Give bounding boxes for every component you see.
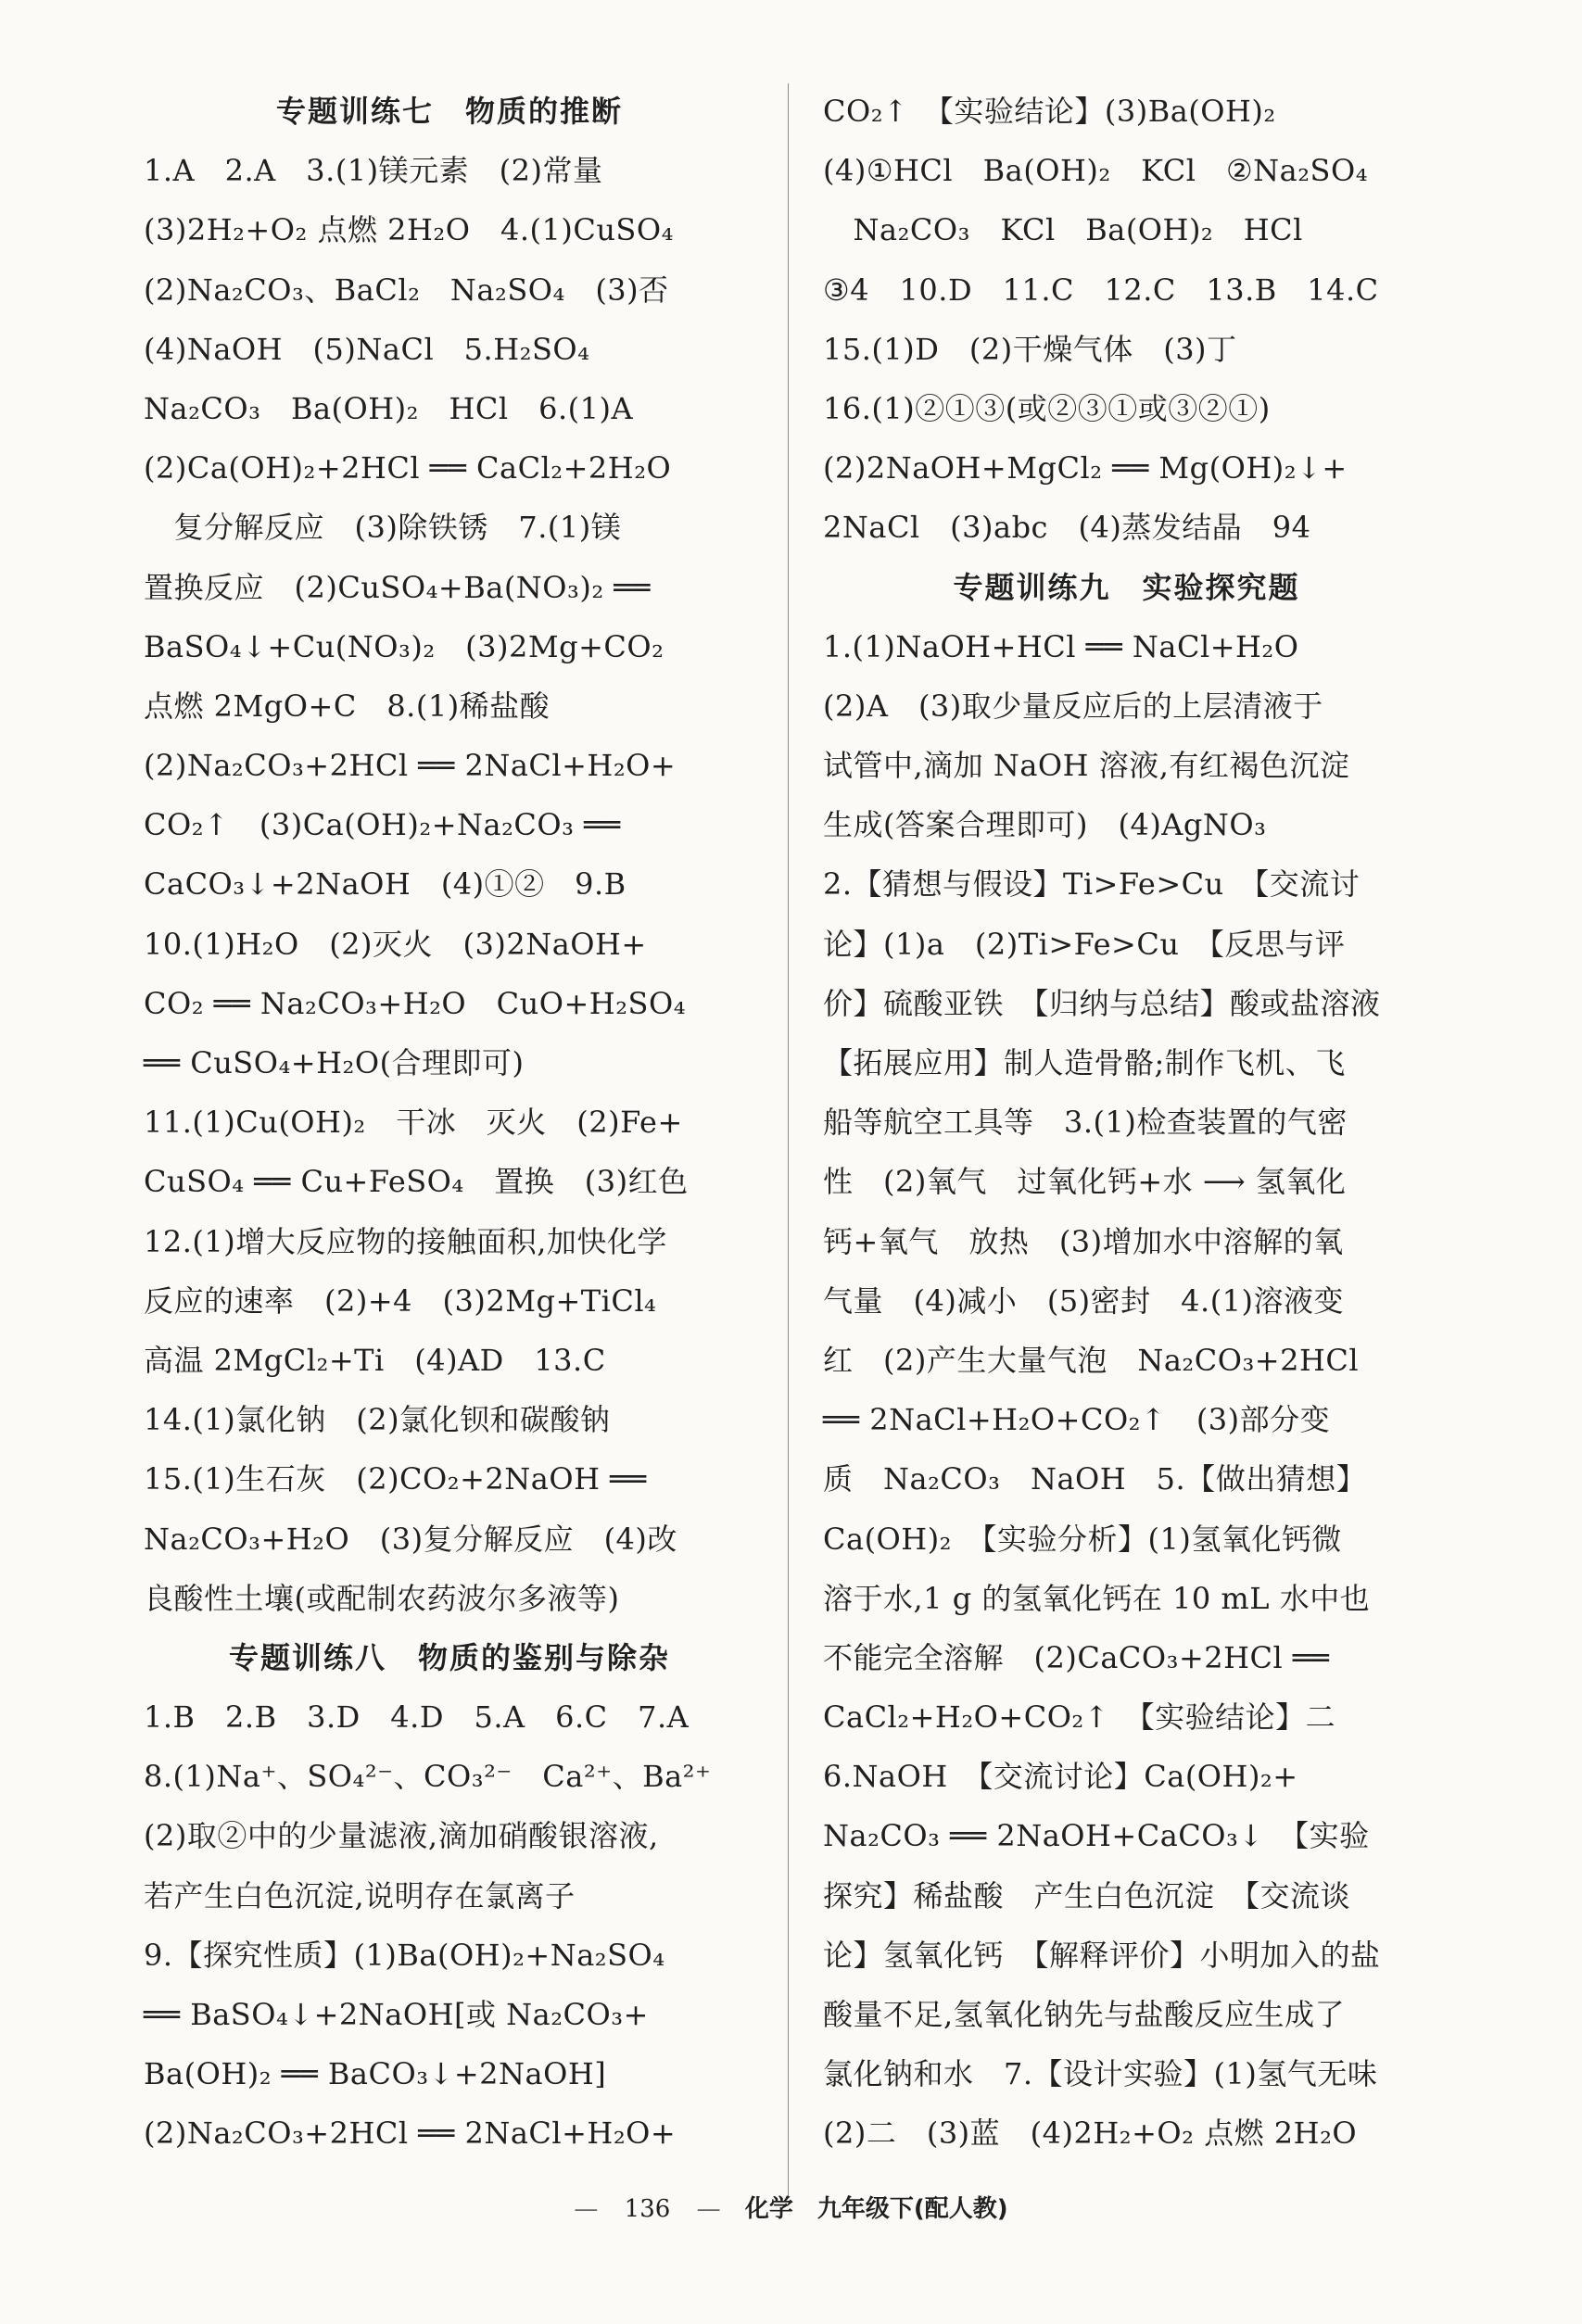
answer-line: (2)Na₂CO₃+2HCl ══ 2NaCl+H₂O+ [144, 748, 677, 784]
answer-line: ③4 10.D 11.C 12.C 13.B 14.C [823, 272, 1379, 308]
answer-line: 1.(1)NaOH+HCl ══ NaCl+H₂O [823, 628, 1299, 664]
answer-line: 论】氢氧化钙 【解释评价】小明加入的盐 [823, 1937, 1381, 1973]
answer-line: CaCl₂+H₂O+CO₂↑ 【实验结论】二 [823, 1699, 1336, 1736]
answer-line: CO₂ ══ Na₂CO₃+H₂O CuO+H₂SO₄ [144, 985, 687, 1021]
answer-line: 12.(1)增大反应物的接触面积,加快化学 [144, 1223, 667, 1259]
answer-line: Ba(OH)₂ ══ BaCO₃↓+2NaOH] [144, 2056, 607, 2092]
answer-line: 14.(1)氯化钠 (2)氯化钡和碳酸钠 [144, 1402, 611, 1438]
footer-dash-right: — [696, 2195, 721, 2223]
answer-line: 红 (2)产生大量气泡 Na₂CO₃+2HCl [823, 1342, 1360, 1378]
answer-line: (2)取②中的少量滤液,滴加硝酸银溶液, [144, 1818, 659, 1854]
answer-line: BaSO₄↓+Cu(NO₃)₂ (3)2Mg+CO₂ [144, 628, 664, 664]
answer-line: (4)①HCl Ba(OH)₂ KCl ②Na₂SO₄ [823, 153, 1369, 189]
answer-line: 1.A 2.A 3.(1)镁元素 (2)常量 [144, 153, 603, 189]
answer-line: 2NaCl (3)abc (4)蒸发结晶 94 [823, 510, 1311, 546]
answer-line: CaCO₃↓+2NaOH (4)①② 9.B [144, 866, 626, 903]
answer-line: 2.【猜想与假设】Ti>Fe>Cu 【交流讨 [823, 866, 1361, 903]
answer-line: 8.(1)Na⁺、SO₄²⁻、CO₃²⁻ Ca²⁺、Ba²⁺ [144, 1759, 712, 1795]
answer-line: CO₂↑ (3)Ca(OH)₂+Na₂CO₃ ══ [144, 807, 621, 843]
answer-line: (4)NaOH (5)NaCl 5.H₂SO₄ [144, 331, 590, 367]
answer-line: Na₂CO₃ ══ 2NaOH+CaCO₃↓ 【实验 [823, 1818, 1370, 1854]
answer-line: 10.(1)H₂O (2)灭火 (3)2NaOH+ [144, 926, 647, 962]
page-footer [0, 2191, 1582, 2228]
answer-line: CO₂↑ 【实验结论】(3)Ba(OH)₂ [823, 94, 1276, 129]
answer-line: 1.B 2.B 3.D 4.D 5.A 6.C 7.A [144, 1699, 690, 1736]
answer-line: 6.NaOH 【交流讨论】Ca(OH)₂+ [823, 1759, 1298, 1795]
answer-line: (2)2NaOH+MgCl₂ ══ Mg(OH)₂↓+ [823, 450, 1348, 486]
answer-line: 价】硫酸亚铁 【归纳与总结】酸或盐溶液 [823, 985, 1381, 1021]
book-subject: 化学 九年级下(配人教) [744, 2195, 1008, 2223]
footer-dash-left: — [574, 2195, 599, 2223]
left-column [144, 82, 755, 2164]
answer-line: ══ 2NaCl+H₂O+CO₂↑ (3)部分变 [823, 1402, 1331, 1438]
answer-line: 16.(1)②①③(或②③①或③②①) [823, 390, 1271, 426]
answer-line: (2)Na₂CO₃、BaCl₂ Na₂SO₄ (3)否 [144, 272, 669, 308]
answer-line: 质 Na₂CO₃ NaOH 5.【做出猜想】 [823, 1461, 1367, 1497]
answer-line: (3)2H₂+O₂ 点燃 2H₂O 4.(1)CuSO₄ [144, 212, 674, 248]
answer-line: 钙+氧气 放热 (3)增加水中溶解的氧 [823, 1223, 1344, 1259]
answer-line: 探究】稀盐酸 产生白色沉淀 【交流谈 [823, 1877, 1351, 1914]
answer-line: 若产生白色沉淀,说明存在氯离子 [144, 1877, 576, 1914]
answer-line: (2)二 (3)蓝 (4)2H₂+O₂ 点燃 2H₂O [823, 2116, 1358, 2152]
answer-line: 15.(1)D (2)干燥气体 (3)丁 [823, 331, 1237, 367]
answer-line: 气量 (4)减小 (5)密封 4.(1)溶液变 [823, 1282, 1345, 1319]
section-heading: 专题训练九 实验探究题 [953, 569, 1300, 605]
section-heading: 专题训练八 物质的鉴别与除杂 [228, 1639, 670, 1675]
answer-line: 【拓展应用】制人造骨骼;制作飞机、飞 [823, 1045, 1346, 1080]
answer-line: ══ BaSO₄↓+2NaOH[或 Na₂CO₃+ [144, 1997, 649, 2032]
answer-line: Na₂CO₃+H₂O (3)复分解反应 (4)改 [144, 1521, 677, 1557]
answer-line: 氯化钠和水 7.【设计实验】(1)氢气无味 [823, 2056, 1378, 2092]
answer-line: (2)Ca(OH)₂+2HCl ══ CaCl₂+2H₂O [144, 450, 672, 486]
answer-line: 反应的速率 (2)+4 (3)2Mg+TiCl₄ [144, 1282, 657, 1319]
answer-line: 酸量不足,氢氧化钠先与盐酸反应生成了 [823, 1997, 1346, 2032]
answer-line: 点燃 2MgO+C 8.(1)稀盐酸 [144, 688, 551, 724]
answer-line: 复分解反应 (3)除铁锈 7.(1)镁 [144, 510, 622, 546]
answer-line: 性 (2)氧气 过氧化钙+水 ⟶ 氢氧化 [823, 1164, 1347, 1200]
answer-line: ══ CuSO₄+H₂O(合理即可) [144, 1045, 525, 1080]
answer-line: Na₂CO₃ Ba(OH)₂ HCl 6.(1)A [144, 390, 634, 426]
answer-line: 论】(1)a (2)Ti>Fe>Cu 【反思与评 [823, 926, 1346, 962]
answer-line: (2)Na₂CO₃+2HCl ══ 2NaCl+H₂O+ [144, 2116, 677, 2152]
answer-line: 不能完全溶解 (2)CaCO₃+2HCl ══ [823, 1639, 1330, 1675]
answer-line: 良酸性土壤(或配制农药波尔多液等) [144, 1580, 620, 1616]
answer-line: 11.(1)Cu(OH)₂ 干冰 灭火 (2)Fe+ [144, 1105, 683, 1141]
section-heading: 专题训练七 物质的推断 [275, 94, 623, 129]
answer-line: 15.(1)生石灰 (2)CO₂+2NaOH ══ [144, 1461, 647, 1497]
answer-line: Na₂CO₃ KCl Ba(OH)₂ HCl [823, 212, 1303, 248]
answer-line: 船等航空工具等 3.(1)检查装置的气密 [823, 1105, 1348, 1141]
right-column [823, 82, 1430, 2164]
answer-line: 9.【探究性质】(1)Ba(OH)₂+Na₂SO₄ [144, 1937, 665, 1973]
answer-line: 溶于水,1 g 的氢氧化钙在 10 mL 水中也 [823, 1580, 1371, 1616]
page-number: 136 [624, 2195, 671, 2223]
answer-line: 置换反应 (2)CuSO₄+Ba(NO₃)₂ ══ [144, 569, 651, 605]
answer-line: CuSO₄ ══ Cu+FeSO₄ 置换 (3)红色 [144, 1164, 689, 1200]
answer-line: 生成(答案合理即可) (4)AgNO₃ [823, 807, 1267, 843]
answer-line: 高温 2MgCl₂+Ti (4)AD 13.C [144, 1342, 606, 1378]
answer-line: Ca(OH)₂ 【实验分析】(1)氢氧化钙微 [823, 1521, 1342, 1557]
column-divider [788, 83, 789, 2196]
answer-line: 试管中,滴加 NaOH 溶液,有红褐色沉淀 [823, 748, 1350, 784]
answer-line: (2)A (3)取少量反应后的上层清液于 [823, 688, 1323, 724]
